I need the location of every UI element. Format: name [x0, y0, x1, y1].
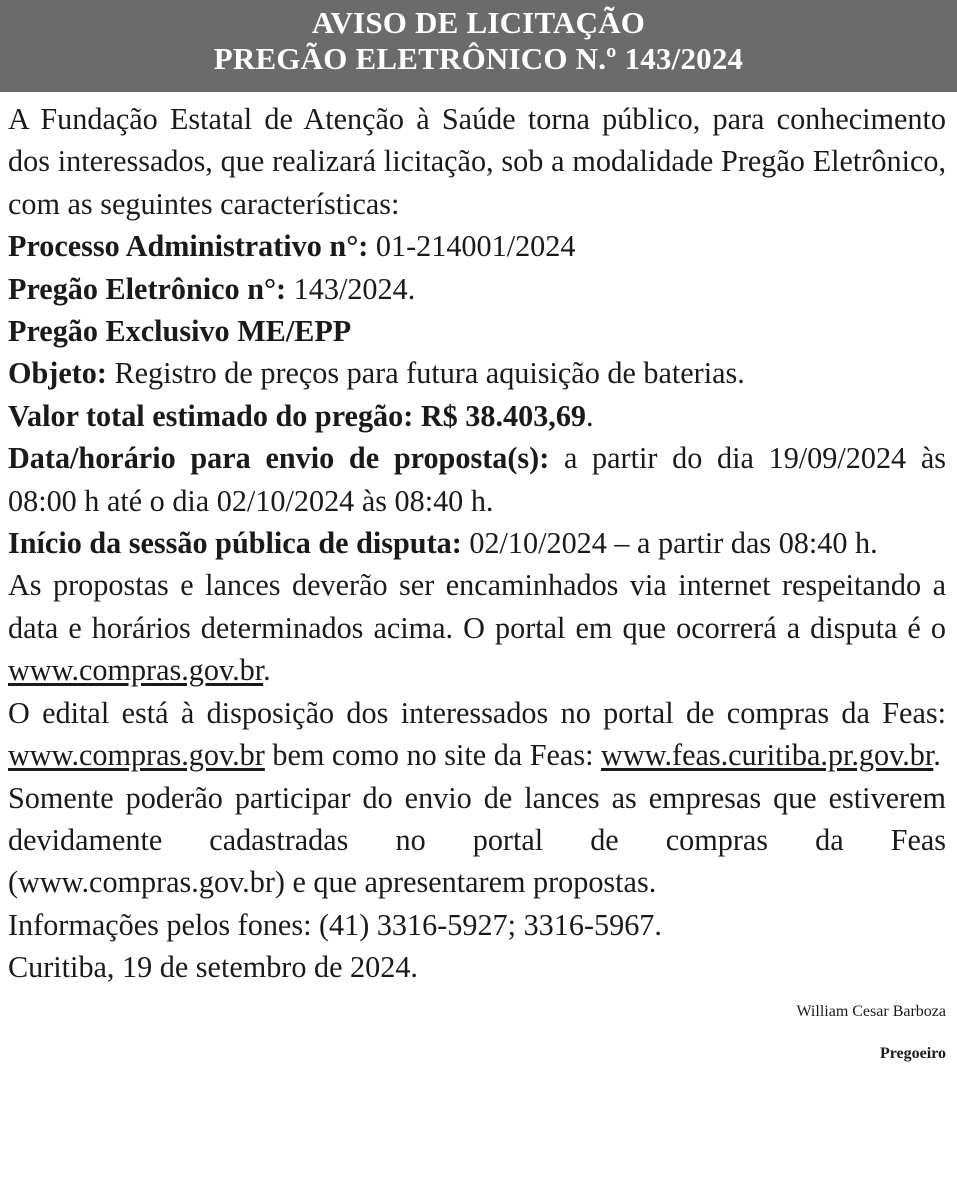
inicio-label: Início da sessão pública de disputa: [8, 526, 462, 561]
pregao-label: Pregão Eletrônico n°: [8, 271, 287, 306]
pregao-value: 143/2024. [286, 271, 416, 306]
inicio-value: 02/10/2024 – a partir das 08:40 h. [461, 526, 878, 561]
somente-paragraph: Somente poderão participar do envio de lances as empresas que estiverem devidamente cadastradas no portal de compras da Feas (www.compras.gov.br) e que apresentarem propostas. [8, 780, 946, 900]
valor-line [8, 395, 946, 437]
compras-link[interactable]: www.compras.gov.br [8, 653, 264, 688]
edital-text-1: O edital está à disposição dos interessados no portal de compras da Feas: [8, 695, 946, 730]
objeto-line [8, 352, 946, 394]
notice-title: AVISO DE LICITAÇÃO [311, 5, 646, 40]
intro-paragraph: A Fundação Estatal de Atenção à Saúde torna público, para conhecimento dos interessados, que realizará licitação, sob a modalidade Pregão Eletrônico, com as seguintes características: [8, 102, 946, 221]
propostas-text: As propostas e lances deverão ser encaminhados via internet respeitando a data e horários determinados acima. O portal em que ocorrerá a disputa é o [8, 568, 946, 645]
edital-suffix: . [933, 738, 941, 773]
edital-text-2: bem como no site da Feas: [264, 738, 602, 773]
exclusivo-line: Pregão Exclusivo ME/EPP [8, 314, 352, 349]
notice-body [0, 92, 957, 989]
signature-block [0, 991, 957, 1075]
propostas-paragraph [8, 564, 946, 691]
propostas-suffix: . [263, 653, 271, 688]
edital-paragraph [8, 692, 946, 777]
data-envio-label: Data/horário para envio de proposta(s): [8, 441, 550, 476]
processo-label: Processo Administrativo n°: [8, 229, 369, 264]
objeto-value: Registro de preços para futura aquisição de baterias. [106, 356, 745, 391]
valor-label: Valor total estimado do pregão: R$ 38.403,69 [8, 398, 587, 433]
notice-header [0, 0, 957, 92]
data-envio-paragraph [8, 437, 946, 522]
local-data-line: Curitiba, 19 de setembro de 2024. [8, 950, 418, 985]
edital-compras-link[interactable]: www.compras.gov.br [8, 738, 265, 773]
signer-role: Pregoeiro [879, 1044, 946, 1062]
objeto-label: Objeto: [8, 356, 107, 391]
data-envio-value: a partir do dia 19/09/2024 às 08:00 h até o dia 02/10/2024 às 08:40 h. [8, 441, 946, 518]
valor-suffix: . [586, 398, 594, 433]
processo-line [8, 225, 946, 267]
inicio-paragraph [8, 522, 946, 564]
processo-value: 01-214001/2024 [368, 229, 576, 264]
feas-site-link[interactable]: www.feas.curitiba.pr.gov.br [601, 738, 934, 773]
informacoes-line: Informações pelos fones: (41) 3316-5927; 3316-5967. [8, 907, 662, 942]
notice-subtitle: PREGÃO ELETRÔNICO N.º 143/2024 [213, 41, 744, 76]
pregao-line [8, 268, 946, 310]
signer-name: William Cesar Barboza [796, 1002, 946, 1020]
